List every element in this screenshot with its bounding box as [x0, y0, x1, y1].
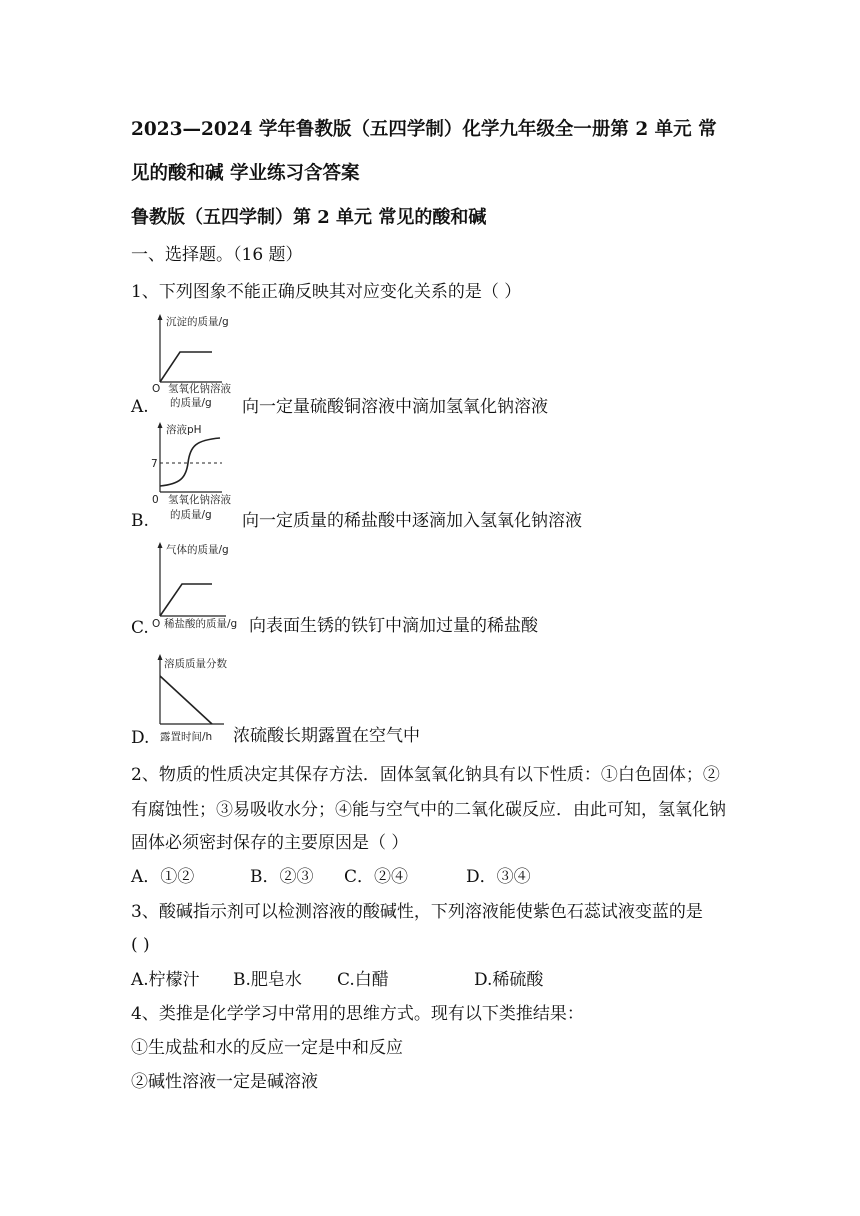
doc-subtitle: 鲁教版（五四学制）第 2 单元 常见的酸和碱	[131, 207, 487, 228]
graph-c-origin: O	[152, 618, 161, 630]
q4-item1: ①生成盐和水的反应一定是中和反应	[131, 1038, 403, 1058]
graph-c-xlabel: 稀盐酸的质量/g	[164, 618, 238, 630]
q4-item2: ②碱性溶液一定是碱溶液	[131, 1072, 318, 1092]
q1-graph-b	[150, 420, 245, 525]
q3-option-a: A.柠檬汁	[131, 970, 200, 990]
q1-graph-a	[150, 312, 245, 412]
graph-a-xlabel2: 的质量/g	[170, 397, 212, 409]
graph-b-tick-7: 7	[151, 458, 158, 470]
q2-line2: 有腐蚀性；③易吸收水分；④能与空气中的二氧化碳反应．由此可知，氢氧化钠	[131, 800, 726, 820]
graph-a-origin: O	[152, 383, 161, 395]
graph-b-xlabel1: 氢氧化钠溶液	[168, 494, 231, 506]
doc-title-line1: 2023—2024 学年鲁教版（五四学制）化学九年级全一册第 2 单元 常	[131, 119, 717, 140]
q2-option-c: C．②④	[344, 867, 409, 887]
graph-c-ylabel: 气体的质量/g	[166, 544, 229, 556]
graph-b-ylabel: 溶液pH	[166, 424, 202, 436]
graph-a-xlabel1: 氢氧化钠溶液	[168, 383, 231, 395]
graph-b-xlabel2: 的质量/g	[170, 509, 212, 521]
graph-b-origin: 0	[152, 494, 159, 506]
graph-d-xlabel: 露置时间/h	[160, 731, 213, 743]
q3-option-d: D.稀硫酸	[474, 970, 544, 990]
q1-option-a-text: 向一定量硫酸铜溶液中滴加氢氧化钠溶液	[242, 397, 548, 417]
q4-line1: 4、类推是化学学习中常用的思维方式。现有以下类推结果：	[131, 1004, 584, 1024]
q1-option-c-label: C.	[131, 618, 149, 638]
q1-graph-c	[150, 540, 250, 632]
section-heading: 一、选择题。（16 题）	[131, 245, 303, 265]
q2-line3: 固体必须密封保存的主要原因是（ ）	[131, 833, 409, 853]
q1-option-d-label: D.	[131, 728, 150, 748]
q2-line1: 2、物质的性质决定其保存方法．固体氢氧化钠具有以下性质：①白色固体；②	[131, 765, 720, 785]
q3-option-b: B.肥皂水	[233, 970, 302, 990]
q1-graph-d	[150, 652, 245, 744]
q1-option-b-text: 向一定质量的稀盐酸中逐滴加入氢氧化钠溶液	[242, 511, 582, 531]
q3-line2: ( )	[131, 935, 150, 955]
q1-option-b-label: B.	[131, 511, 149, 531]
graph-d-ylabel: 溶质质量分数	[164, 658, 227, 670]
doc-title-line2: 见的酸和碱 学业练习含答案	[131, 163, 360, 184]
q2-option-a: A．①②	[131, 867, 195, 887]
q1-stem: 1、下列图象不能正确反映其对应变化关系的是（ ）	[131, 282, 522, 302]
graph-a-ylabel: 沉淀的质量/g	[166, 316, 229, 328]
q1-option-d-text: 浓硫酸长期露置在空气中	[233, 726, 420, 746]
q3-line1: 3、酸碱指示剂可以检测溶液的酸碱性，下列溶液能使紫色石蕊试液变蓝的是	[131, 902, 703, 922]
q2-option-b: B．②③	[250, 867, 314, 887]
q1-option-a-label: A.	[131, 397, 149, 417]
q1-option-c-text: 向表面生锈的铁钉中滴加过量的稀盐酸	[249, 616, 538, 636]
q3-option-c: C.白醋	[337, 970, 389, 990]
q2-option-d: D．③④	[466, 867, 531, 887]
